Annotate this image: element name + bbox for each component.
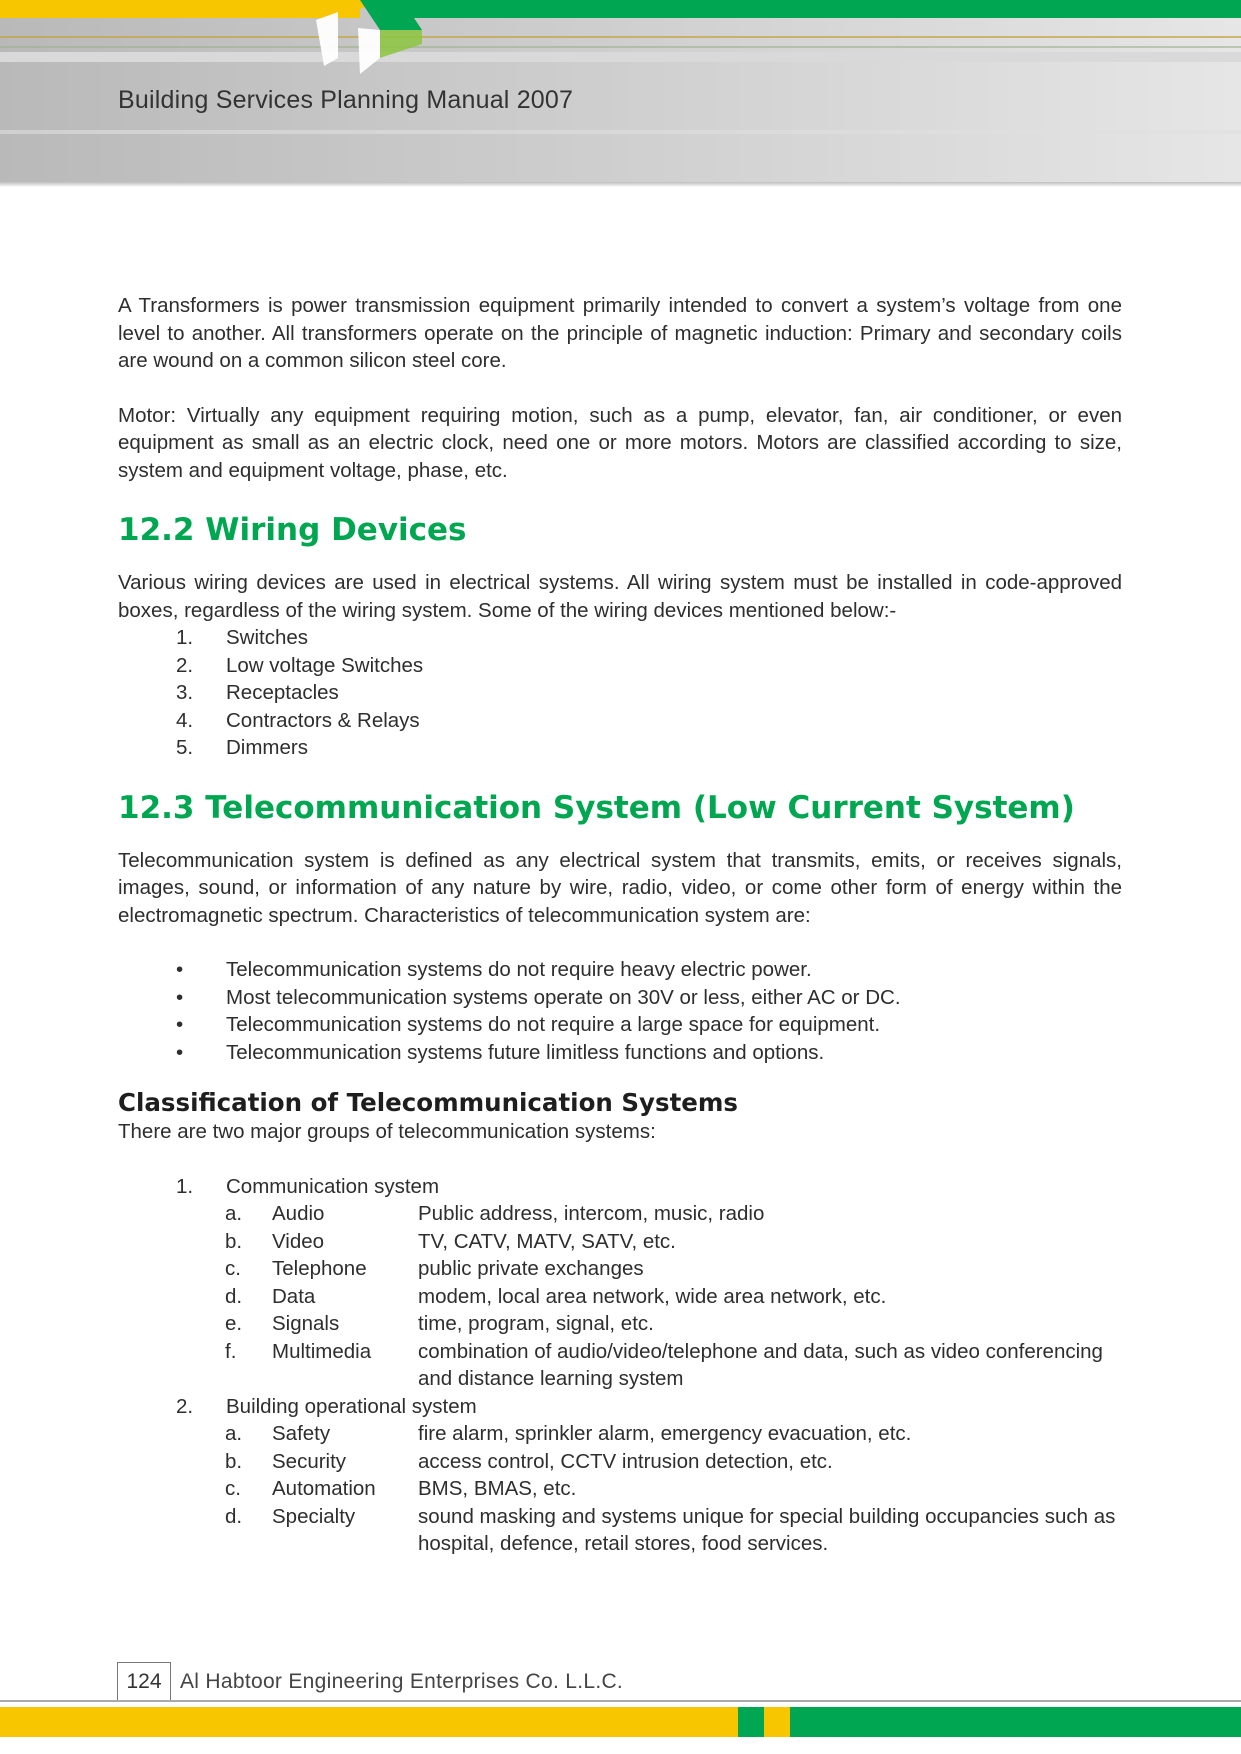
header-rule <box>0 36 1241 38</box>
list-item: f. Multimedia combination of audio/video/telephone and data, such as video conferencing and distance learning system <box>225 1339 1103 1390</box>
footer-green-stripe <box>790 1707 1241 1737</box>
list-item: 1. Switches <box>176 626 309 649</box>
section-heading-telecom: 12.3 Telecommunication System (Low Current System) <box>118 789 1075 826</box>
bullet-item: • Telecommunication systems do not require a large space for equipment. <box>118 1011 1122 1039</box>
bullet-icon: • <box>176 1013 184 1036</box>
main-content <box>118 292 1122 1558</box>
header-band-lower <box>0 130 1241 134</box>
bullet-item: • Telecommunication systems do not require heavy electric power. <box>118 956 1122 984</box>
header-band <box>0 52 1241 62</box>
group-title: 1. Communication system <box>176 1174 440 1198</box>
company-name: Al Habtoor Engineering Enterprises Co. L.L.C. <box>180 1670 624 1693</box>
header-logo-icon <box>296 0 436 80</box>
header-shadow <box>0 182 1241 187</box>
footer-rule <box>0 1700 1241 1702</box>
bullet-icon: • <box>176 985 184 1009</box>
bullet-icon: • <box>176 958 184 981</box>
section-heading-wiring: 12.2 Wiring Devices <box>118 512 467 548</box>
classification-group-1 <box>118 1173 1122 1201</box>
list-item: d. Data modem, local area network, wide area network, etc. <box>225 1284 887 1308</box>
bullet-icon: • <box>176 1040 184 1064</box>
subheading-classification: Classification of Telecommunication Systems <box>118 1088 739 1117</box>
wiring-devices-list <box>118 624 1122 762</box>
list-item: d. Specialty sound masking and systems unique for special building occupancies such as hospital, defence, retail stores, food services. <box>225 1504 1116 1555</box>
transformers-paragraph: A Transformers is power transmission equipment primarily intended to convert a system’s voltage from one level to another. All transformers operate on the principle of magnetic induction: Primary and secondary coils are wound on a common silicon steel core. <box>118 294 1122 372</box>
motor-paragraph: Motor: Virtually any equipment requiring motion, such as a pump, elevator, fan, air conditioner, or even equipment as small as an electric clock, need one or more motors. Motors are classified according to size, system and equipment voltage, phase, etc. <box>118 403 1122 482</box>
header-green-stripe <box>400 0 1241 18</box>
classification-group-2 <box>118 1393 1122 1421</box>
classification-intro: There are two major groups of telecommunication systems: <box>118 1120 656 1143</box>
list-item: c. Automation BMS, BMAS, etc. <box>225 1477 577 1500</box>
list-item: 4. Contractors & Relays <box>176 708 420 732</box>
list-item: a. Audio Public address, intercom, music, radio <box>225 1202 765 1225</box>
list-item: 2. Low voltage Switches <box>176 653 424 677</box>
page-number: 124 <box>126 1670 162 1693</box>
communication-system-list <box>118 1200 1122 1393</box>
group-title: 2. Building operational system <box>176 1394 477 1418</box>
wiring-paragraph: Various wiring devices are used in electrical systems. All wiring system must be installed in code-approved boxes, regardless of the wiring system. Some of the wiring devices mentioned below:- <box>118 571 1122 622</box>
building-operational-list <box>118 1420 1122 1558</box>
list-item: e. Signals time, program, signal, etc. <box>225 1312 654 1335</box>
bullet-item: • Telecommunication systems future limitless functions and options. <box>118 1039 1122 1067</box>
document-title: Building Services Planning Manual 2007 <box>118 86 574 114</box>
footer-yellow-block <box>764 1707 790 1737</box>
list-item: c. Telephone public private exchanges <box>225 1257 644 1280</box>
page-header <box>0 0 1241 187</box>
list-item: 3. Receptacles <box>176 681 339 704</box>
list-item: b. Security access control, CCTV intrusion detection, etc. <box>225 1449 833 1473</box>
bullet-item: • Most telecommunication systems operate on 30V or less, either AC or DC. <box>118 984 1122 1012</box>
telecom-paragraph: Telecommunication system is defined as any electrical system that transmits, emits, or receives signals, images, sound, or information of any nature by wire, radio, video, or come other form of energy within the electromagnetic spectrum. Characteristics of telecommunication system are: <box>118 848 1122 927</box>
list-item: b. Video TV, CATV, MATV, SATV, etc. <box>225 1229 676 1253</box>
footer-yellow-stripe <box>0 1707 738 1737</box>
list-item: a. Safety fire alarm, sprinkler alarm, emergency evacuation, etc. <box>225 1422 912 1445</box>
header-rule-secondary <box>0 46 1241 48</box>
list-item: 5. Dimmers <box>176 736 308 759</box>
footer-green-block <box>738 1707 764 1737</box>
telecom-characteristics-list <box>118 956 1122 1066</box>
